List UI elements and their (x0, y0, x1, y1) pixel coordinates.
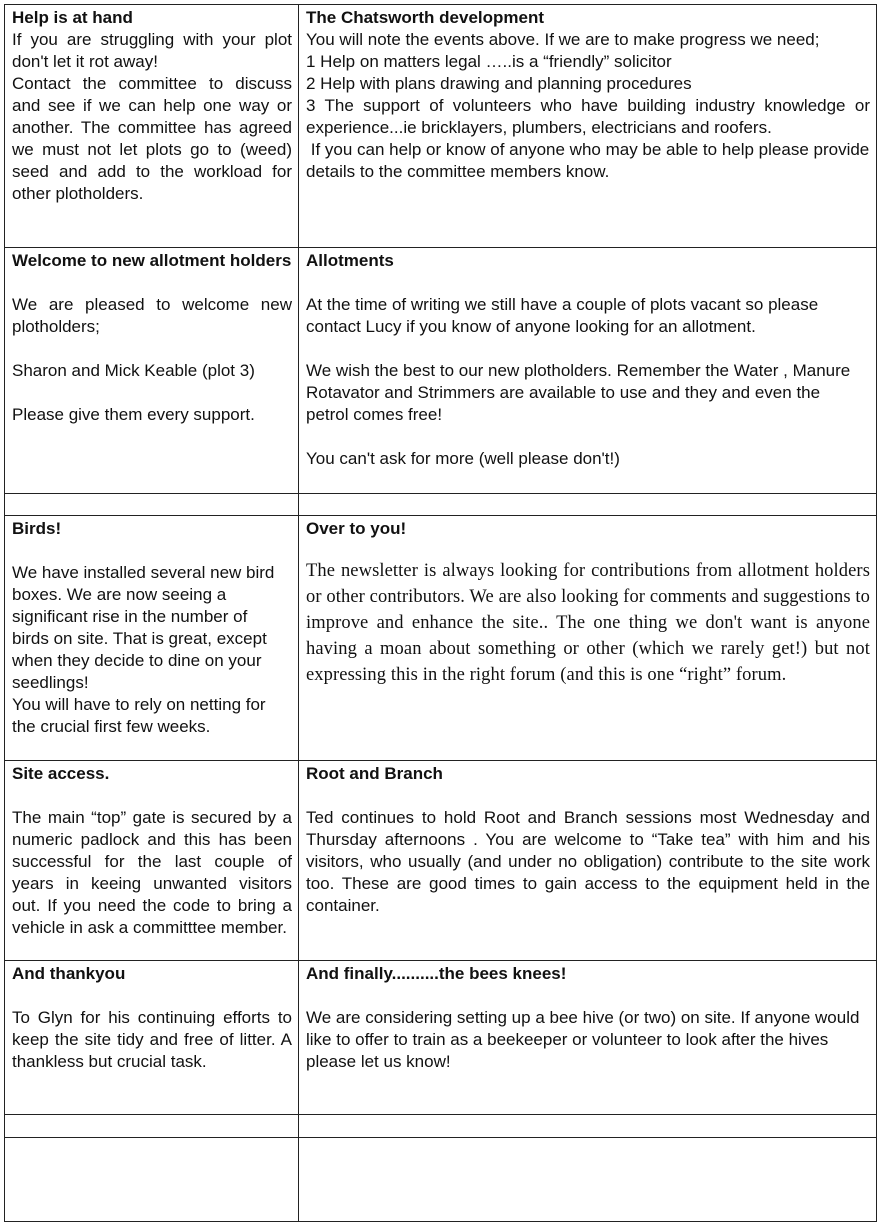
chatsworth-item-1: 1 Help on matters legal …..is a “friendly” solicitor (306, 52, 672, 71)
thankyou-heading: And thankyou (12, 964, 126, 983)
help-para-2: Contact the committee to discuss and see if we can help one way or another. The committee has agreed we must not let plots go to (weed) seed and add to the workload for other plotholders. (12, 74, 292, 203)
over-to-you-para-1: The newsletter is always looking for contributions from allotment holders or other contributors. We are also looking for comments and suggestions to improve and enhance the site.. The one thing we don't want is anyone having a moan about something or other (which we rarely get!) but not expressing this in the right forum (and this is one “right” forum. (306, 561, 870, 685)
birds-para-2: You will have to rely on netting for the crucial first few weeks. (12, 695, 266, 736)
site-access-heading: Site access. (12, 764, 110, 783)
table-row (5, 5, 877, 248)
root-branch-cell (299, 761, 877, 961)
allotments-para-1: At the time of writing we still have a couple of plots vacant so please contact Lucy if you know of anyone looking for an allotment. (306, 295, 819, 336)
help-heading: Help is at hand (12, 8, 133, 27)
thankyou-para-1: To Glyn for his continuing efforts to keep the site tidy and free of litter. A thankless but crucial task. (12, 1008, 292, 1071)
newsletter-table (4, 4, 877, 1222)
welcome-para-1: We are pleased to welcome new plotholders; (12, 295, 292, 336)
over-to-you-heading: Over to you! (306, 519, 407, 538)
table-row (5, 516, 877, 761)
empty-cell (299, 1115, 877, 1138)
welcome-para-2: Sharon and Mick Keable (plot 3) (12, 361, 255, 380)
table-row (5, 248, 877, 494)
table-row (5, 1115, 877, 1138)
site-access-cell (5, 761, 299, 961)
birds-cell (5, 516, 299, 761)
chatsworth-item-2: 2 Help with plans drawing and planning procedures (306, 74, 692, 93)
allotments-cell (299, 248, 877, 494)
welcome-cell (5, 248, 299, 494)
empty-cell (299, 1138, 877, 1222)
welcome-heading: Welcome to new allotment holders (12, 251, 292, 270)
empty-cell (299, 494, 877, 516)
birds-heading: Birds! (12, 519, 62, 538)
table-row (5, 761, 877, 961)
root-branch-heading: Root and Branch (306, 764, 443, 783)
bees-heading: And finally..........the bees knees! (306, 964, 567, 983)
empty-cell (5, 1138, 299, 1222)
table-row (5, 494, 877, 516)
table-row (5, 1138, 877, 1222)
root-branch-para-1: Ted continues to hold Root and Branch sessions most Wednesday and Thursday afternoons . You are welcome to “Take tea” with him and his visitors, who usually (and under no obligation) contribute to the site work too. These are good times to gain access to the equipment held in the container. (306, 808, 870, 915)
chatsworth-intro: You will note the events above. If we are to make progress we need; (306, 30, 820, 49)
birds-para-1: We have installed several new bird boxes. We are now seeing a significant rise in the number of birds on site. That is great, except when they decide to dine on your seedlings! (12, 563, 275, 692)
help-cell (5, 5, 299, 248)
site-access-para-1: The main “top” gate is secured by a numeric padlock and this has been successful for the last couple of years in keeing unwanted visitors out. If you need the code to bring a vehicle in ask a committtee member. (12, 808, 292, 937)
allotments-para-3: You can't ask for more (well please don't!) (306, 449, 620, 468)
allotments-para-2: We wish the best to our new plotholders. Remember the Water , Manure Rotavator and Strimmers are available to use and they and even the petrol comes free! (306, 361, 851, 424)
over-to-you-cell (299, 516, 877, 761)
chatsworth-item-3: 3 The support of volunteers who have building industry knowledge or experience...ie bricklayers, plumbers, electricians and roofers. (306, 96, 870, 137)
thankyou-cell (5, 961, 299, 1115)
newsletter-page (4, 4, 876, 1227)
chatsworth-cell (299, 5, 877, 248)
bees-cell (299, 961, 877, 1115)
welcome-para-3: Please give them every support. (12, 405, 255, 424)
help-para-1: If you are struggling with your plot don't let it rot away! (12, 30, 292, 71)
chatsworth-closing: If you can help or know of anyone who may be able to help please provide details to the committee members know. (306, 140, 874, 181)
table-row (5, 961, 877, 1115)
empty-cell (5, 494, 299, 516)
allotments-heading: Allotments (306, 251, 394, 270)
bees-para-1: We are considering setting up a bee hive (or two) on site. If anyone would like to offer to train as a beekeeper or volunteer to look after the hives please let us know! (306, 1008, 860, 1071)
empty-cell (5, 1115, 299, 1138)
chatsworth-heading: The Chatsworth development (306, 8, 545, 27)
